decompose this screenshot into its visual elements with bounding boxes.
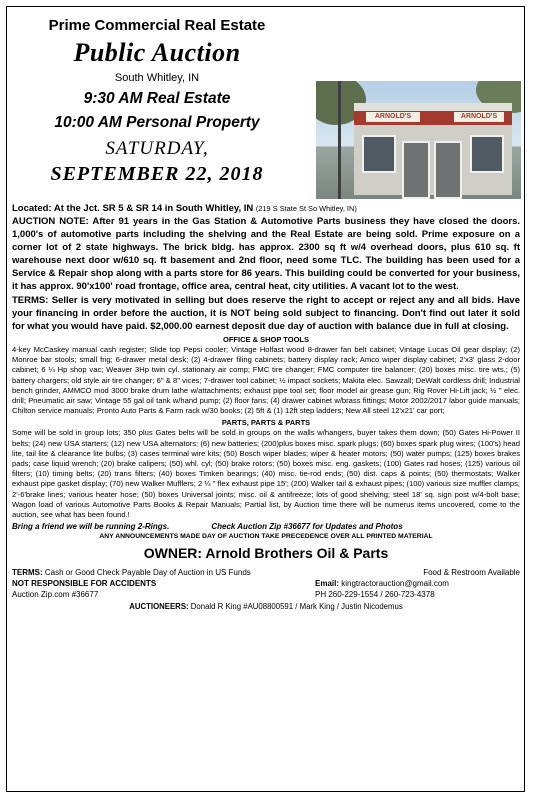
auction-note-label: AUCTION NOTE: <box>12 216 89 227</box>
overhead-door <box>402 141 430 199</box>
phone-numbers: PH 260-229-1554 / 260-723-4378 <box>315 590 435 600</box>
auctioneers-label: AUCTIONEERS: <box>129 602 189 612</box>
arnolds-sign-right: ARNOLD'S <box>454 112 504 122</box>
parts-heading: PARTS, PARTS & PARTS <box>221 418 311 428</box>
food-restroom: Food & Restroom Available <box>423 568 520 578</box>
parts-list: Some will be sold in group lots; 350 plus Gates belts will be sold in groups on the walls w/hangers, buyer takes them down; (50) Gates Hi-Power II belts; (24) new USA starters; (12) new USA alternators; (6) new batteries; (200)plus boxes misc. spark plugs; (60) boxes spark plug wires; (100's) head lite, tail lite & clearance lite bulbs; (3) cases terminal wire kits; (50) Bosch wiper blades; wiper & heater motors; (50) water pumps; (125) boxes brakes pads; case liquid wrench; (20) brake calipers; (50) whl. cyl; (50) brake rotors; (50) boxes misc. eng. gaskets; (100) Gates rad hoses; (125) various oil filters; (10) timing belts; (20) trans filters; (40) boxes Timken bearings; (40) misc. tie-rod ends; (50) dist. caps & points; (50) thermostats; Walker exhaust pipe gasket display; (70) new Walker Mufflers; 2 ¼ " flex exhaust pipe 15'; (200) Walker tail & exhaust pipes; (100) various size muffler clamps; 2'-6'brake lines; various heater hose; (50) boxes Universal joints; misc. oil & antifreeze; lots of good shelving; steel 18' sq. sign post w/4-bolt base; Wagon load of various Automotive Parts Books & Repair Manuals; Partial list, by Auction time there will be numerus items uncovered, come to the auction, see what has been found.! <box>12 428 520 520</box>
footer-row <box>12 589 520 600</box>
flyer-header <box>7 7 524 202</box>
two-rings-note: Bring a friend we will be running 2-Rings. <box>12 522 170 532</box>
building-photo <box>316 81 521 199</box>
email-address: kingtractorauction@gmail.com <box>339 579 449 589</box>
located-text: At the Jct. SR 5 & SR 14 in South Whitley, IN <box>51 203 256 214</box>
schedule-real-estate: 9:30 AM Real Estate <box>83 90 231 107</box>
arnolds-sign-left: ARNOLD'S <box>366 112 420 122</box>
company-name: Prime Commercial Real Estate <box>48 17 266 34</box>
auctioneers-names: Donald R King #AU08800591 / Mark King / Justin Nicodemus <box>188 602 403 612</box>
footer-terms <box>12 567 251 578</box>
auction-flyer <box>6 6 525 792</box>
owner-line: OWNER: Arnold Brothers Oil & Parts <box>143 545 389 562</box>
auction-note-text: After 91 years in the Gas Station & Automotive Parts business they have closed the doors. 1,000's of automotive parts including the shelving and the Real Estate are being sold. Prime exposure on a corner lot of 2 state highways. The brick bldg. has approx. 2300 sq ft w/4 overhead doors, plus 610 sq. ft warehouse next door w/610 sq. ft basement and 2nd floor, need some TLC. The building has been used for a Service & Repair shop along with a parts store for 86 years. This building could be converted for your business, it has approx. 90'x100' road frontage, office area, central heat, city utilities. A vacant lot to the west. <box>12 216 520 292</box>
terms-label: TERMS: <box>12 295 49 306</box>
footer-row <box>12 567 520 578</box>
gas-station-building <box>354 103 512 195</box>
not-responsible: NOT RESPONSIBLE FOR ACCIDENTS <box>12 579 157 589</box>
terms-text: Seller is very motivated in selling but does reserve the right to accept or reject any and all bids. Have your financing in order before the auction, it is NOT being sold subject to financing. Don't find out later it sold for what you would have paid. $2,000.00 earnest deposit due day of auction with balance due in full at closing. <box>12 295 520 332</box>
notes-line <box>12 522 520 531</box>
utility-pole <box>338 81 341 199</box>
auction-zip-id: Auction Zip.com #36677 <box>12 590 99 600</box>
auction-note-paragraph <box>12 215 520 293</box>
office-tools-heading: OFFICE & SHOP TOOLS <box>223 335 309 344</box>
location-paragraph <box>12 202 520 215</box>
auction-city: South Whitley, IN <box>114 72 200 84</box>
schedule-personal-property: 10:00 AM Personal Property <box>54 114 260 131</box>
footer-terms-text: Cash or Good Check Payable Day of Auction in US Funds <box>42 568 251 578</box>
email-label: Email: <box>315 579 340 589</box>
located-label: Located: <box>12 203 52 214</box>
auction-zip-note: Check Auction Zip #36677 for Updates and Photos <box>211 522 403 532</box>
flyer-body <box>7 202 524 611</box>
auction-day: SATURDAY, <box>105 138 209 159</box>
building-window <box>470 135 504 173</box>
footer-row <box>12 578 520 589</box>
auction-title: Public Auction <box>73 38 241 67</box>
located-address: (219 S State St So Whitley, IN) <box>255 204 357 213</box>
footer-terms-label: TERMS: <box>12 568 43 578</box>
header-text-block <box>7 15 307 186</box>
flyer-footer <box>12 567 520 611</box>
overhead-door <box>434 141 462 199</box>
auctioneers-line <box>12 602 520 611</box>
office-tools-list: 4-key McCaskey manual cash register; Slide top Pepsi cooler; Vintage Holfast wood 8-drawer fan belt cabinet; Vintage Lucas Oil gear display; (2) Monroe bar stools; small frig; 6-drawer metal desk; (2) 4-drawer filing cabinets; battery display rack; Amco wiper display cabinet; 2'x3' glass 2-door cabinet; 6 ¼ Hp shop vac; Weaver 3Hp twin cyl. stationary air comp; FMC tire changer; FMC computer tire balancer; (20) boxes misc. tire wts.; (5) battery chargers; old style air tire changer; 6" & 8" vices; 7-drawer tool cabinet; ½ impact sockets; Makita elec. Sawzall; DeWalt cordless drill; Industrial bench grinder, AMMCO mod 3000 brake drum lathe w/attachments; exhaust pipe tool set; floor model air grease gun; Rig Rover Hi-Lift jack; ½ " elec. drill; Pneumatic air saw; Vintage 55 gal oil tank w/hand pump; (2) floor fans; (4) drawer cabinet w/brass fittings; Motor 2002/2017 labor guide manuals; Chilton service manuals; Pronto Auto Parts & Farm rack w/30 books; (2) 5ft & (1) 12ft step ladders; New All steel 12'x21' car port; <box>12 345 520 416</box>
footer-email <box>315 578 520 589</box>
terms-paragraph <box>12 294 520 333</box>
auction-date: SEPTEMBER 22, 2018 <box>50 163 264 185</box>
announcements-disclaimer: ANY ANNOUNCEMENTS MADE DAY OF AUCTION TAKE PRECEDENCE OVER ALL PRINTED MATERIAL <box>99 533 433 541</box>
building-window <box>362 135 396 173</box>
